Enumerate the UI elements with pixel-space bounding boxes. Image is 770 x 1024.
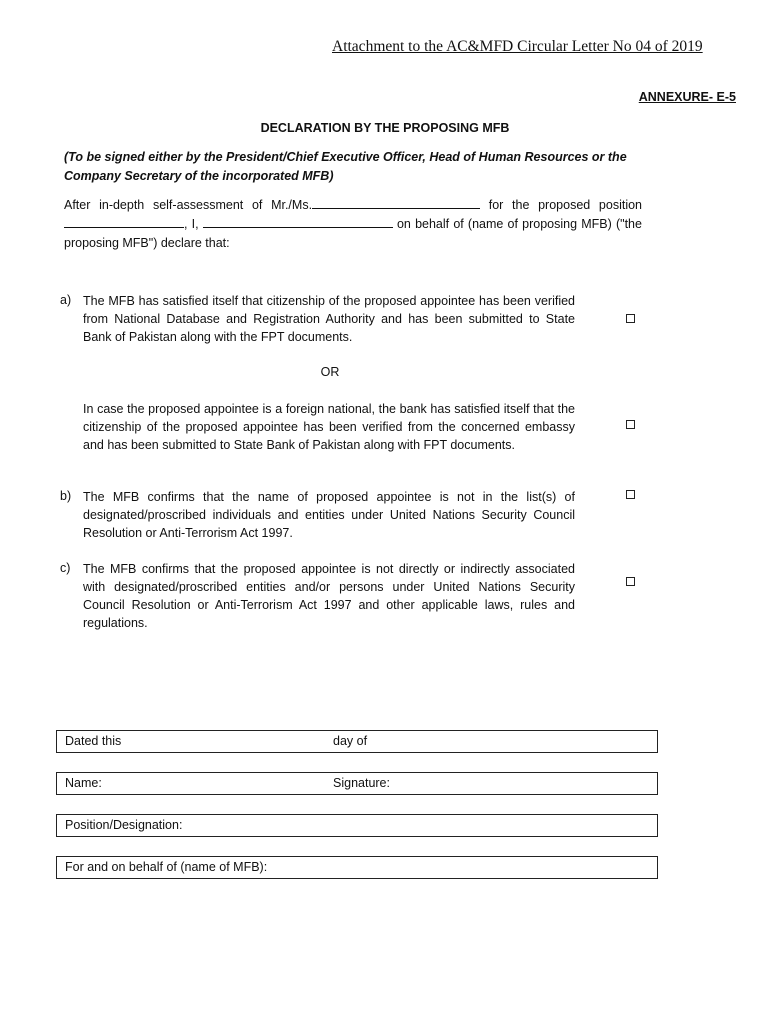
item-c-text: The MFB confirms that the proposed appointee is not directly or indirectly associated with designated/proscribed entities and/or persons under United Nations Security Council Resolution or Anti-Terrorism Act 1997 and other applicable laws, rules and regulations. xyxy=(83,562,575,630)
item-c-checkbox[interactable] xyxy=(626,577,635,586)
intro-text-2: for the proposed position xyxy=(488,198,642,212)
item-a-alt-text: In case the proposed appointee is a foreign national, the bank has satisfied itself that the citizenship of the proposed appointee has been verified from the concerned embassy and has been submitted to State Bank of Pakistan along with FPT documents. xyxy=(83,402,575,452)
or-separator: OR xyxy=(320,365,340,379)
circular-header: Attachment to the AC&MFD Circular Letter No 04 of 2019 xyxy=(332,38,703,55)
item-a-checkbox[interactable] xyxy=(626,314,635,323)
appointee-name-blank[interactable] xyxy=(312,196,480,209)
intro-text-4: on behalf of (name of proposing MFB) ("the proposing MFB") declare that: xyxy=(64,217,642,250)
day-of-label: day of xyxy=(333,734,368,748)
item-b-checkbox[interactable] xyxy=(626,490,635,499)
on-behalf-field[interactable] xyxy=(56,856,658,879)
position-blank[interactable] xyxy=(64,215,184,228)
item-b-mark: b) xyxy=(60,489,72,503)
position-label: Position/Designation: xyxy=(65,818,183,832)
on-behalf-label: For and on behalf of (name of MFB): xyxy=(65,860,268,874)
declarant-name-blank[interactable] xyxy=(203,215,393,228)
intro-text-1: After in-depth self-assessment of Mr./Ms. xyxy=(64,198,313,212)
annexure-label: ANNEXURE- E-5 xyxy=(638,90,736,104)
signing-instruction: (To be signed either by the President/Chief Executive Officer, Head of Human Resources or the Company Secretary of the incorporated MFB) xyxy=(64,150,627,183)
item-c-mark: c) xyxy=(60,561,71,575)
signature-label: Signature: xyxy=(333,776,390,790)
item-a-text: The MFB has satisfied itself that citizenship of the proposed appointee has been verified from National Database and Registration Authority and has been submitted to State Bank of Pakistan along with the FPT documents. xyxy=(83,294,575,344)
item-a-alt-checkbox[interactable] xyxy=(626,420,635,429)
dated-field[interactable] xyxy=(56,730,658,753)
name-signature-field[interactable] xyxy=(56,772,658,795)
dated-label: Dated this xyxy=(65,734,122,748)
document-title: DECLARATION BY THE PROPOSING MFB xyxy=(260,121,510,135)
position-field[interactable] xyxy=(56,814,658,837)
name-label: Name: xyxy=(65,776,102,790)
item-b-text: The MFB confirms that the name of proposed appointee is not in the list(s) of designated/proscribed individuals and entities under United Nations Security Council Resolution or Anti-Terrorism Act 1997. xyxy=(83,490,575,540)
item-a-mark: a) xyxy=(60,293,72,307)
intro-paragraph xyxy=(64,196,642,253)
intro-text-3: , I, xyxy=(184,217,199,231)
